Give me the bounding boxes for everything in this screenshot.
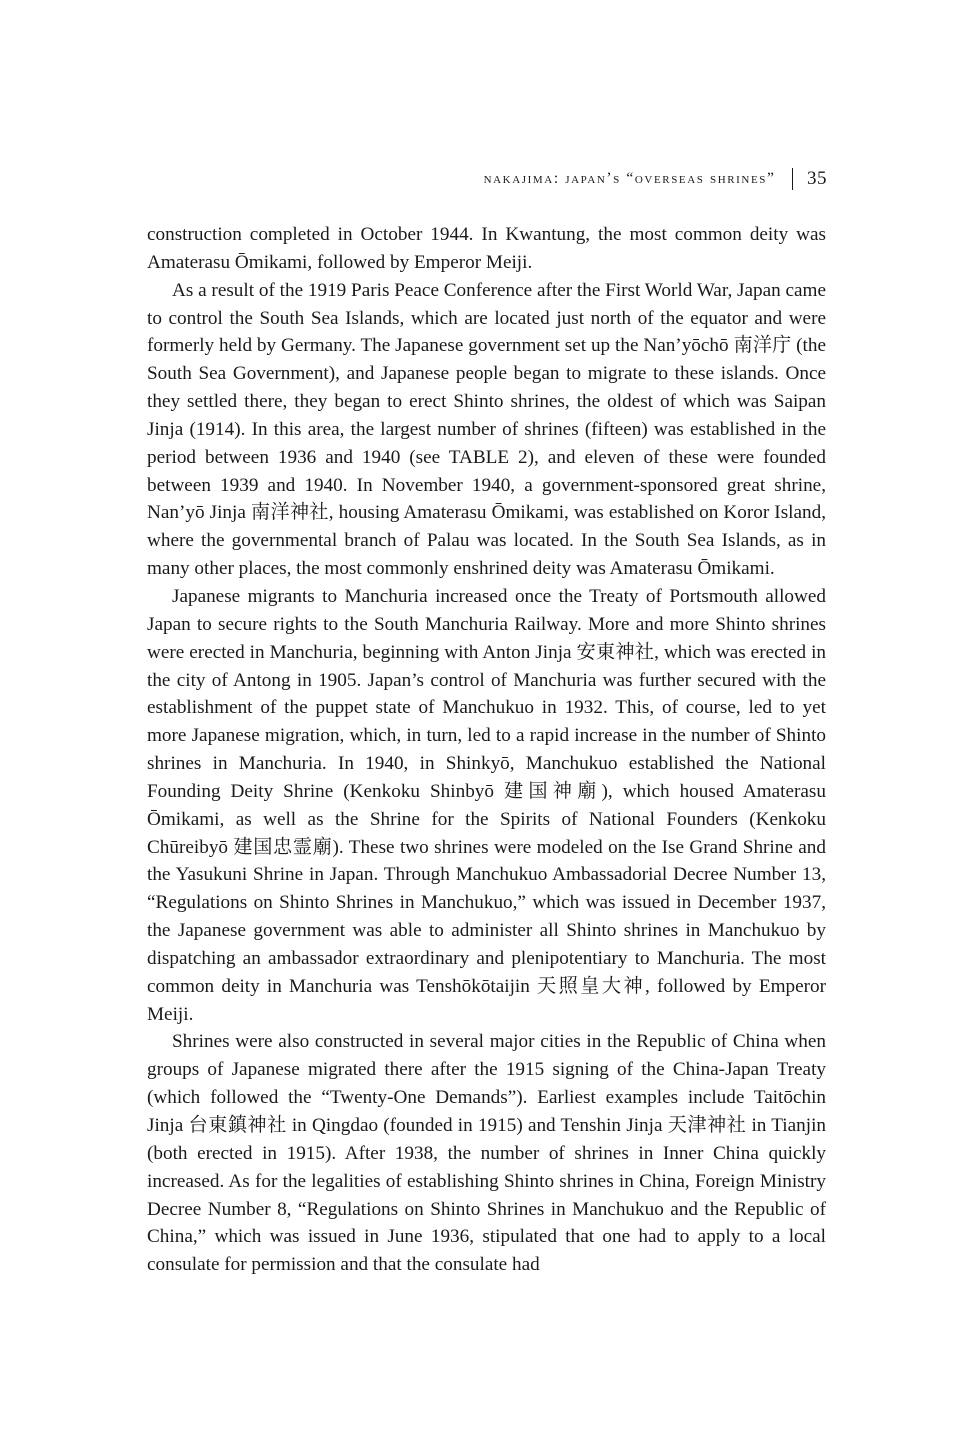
running-title: nakajima: japan’s “overseas shrines” [483, 170, 776, 187]
paragraph-south-sea-islands: As a result of the 1919 Paris Peace Conference after the First World War, Japan came to control the South Sea Islands, which are located just north of the equator and were formerly held by Germany. The Japanese government set up the Nan’yōchō 南洋庁 (the South Sea Government), and Japanese people began to migrate to these islands. Once they settled there, they began to erect Shinto shrines, the oldest of which was Saipan Jinja (1914). In this area, the largest number of shrines (fifteen) was established in the period between 1936 and 1940 (see TABLE 2), and eleven of these were founded between 1939 and 1940. In November 1940, a government-sponsored great shrine, Nan’yō Jinja 南洋神社, housing Amaterasu Ōmikami, was established on Koror Island, where the governmental branch of Palau was located. In the South Sea Islands, as in many other places, the most commonly enshrined deity was Amaterasu Ōmikami. [147, 279, 826, 580]
body-text [147, 221, 826, 1279]
paragraph-republic-of-china: Shrines were also constructed in several major cities in the Republic of China when groups of Japanese migrated there after the 1915 signing of the China-Japan Treaty (which followed the “Twenty-One Demands”). Earliest examples include Taitōchin Jinja 台東鎮神社 in Qingdao (founded in 1915) and Tenshin Jinja 天津神社 in Tianjin (both erected in 1915). After 1938, the number of shrines in Inner China quickly increased. As for the legalities of establishing Shinto shrines in China, Foreign Ministry Decree Number 8, “Regulations on Shinto Shrines in Manchukuo and the Republic of China,” which was issued in June 1936, stipulated that one had to apply to a local consulate for permission and that the consulate had [147, 1031, 826, 1276]
page-number: 35 [807, 168, 827, 189]
paragraph-continued: construction completed in October 1944. In Kwantung, the most common deity was Amaterasu Ōmikami, followed by Emperor Meiji. [147, 224, 826, 273]
running-head-divider [792, 168, 794, 190]
paragraph-manchuria: Japanese migrants to Manchuria increased once the Treaty of Portsmouth allowed Japan to secure rights to the South Manchuria Railway. More and more Shinto shrines were erected in Manchuria, beginning with Anton Jinja 安東神社, which was erected in the city of Antong in 1905. Japan’s control of Manchuria was further secured with the establishment of the puppet state of Manchukuo in 1932. This, of course, led to yet more Japanese migration, which, in turn, led to a rapid increase in the number of Shinto shrines in Manchuria. In 1940, in Shinkyō, Manchukuo established the National Founding Deity Shrine (Kenkoku Shinbyō 建国神廟), which housed Amaterasu Ōmikami, as well as the Shrine for the Spirits of National Founders (Kenkoku Chūreibyō 建国忠霊廟). These two shrines were modeled on the Ise Grand Shrine and the Yasukuni Shrine in Japan. Through Manchukuo Ambassadorial Decree Number 13, “Regulations on Shinto Shrines in Manchukuo,” which was issued in December 1937, the Japanese government was able to administer all Shinto shrines in Manchukuo by dispatching an ambassador extraordinary and plenipotentiary to Manchuria. The most common deity in Manchuria was Tenshōkōtaijin 天照皇大神, followed by Emperor Meiji. [147, 585, 826, 1025]
running-head [484, 168, 827, 190]
